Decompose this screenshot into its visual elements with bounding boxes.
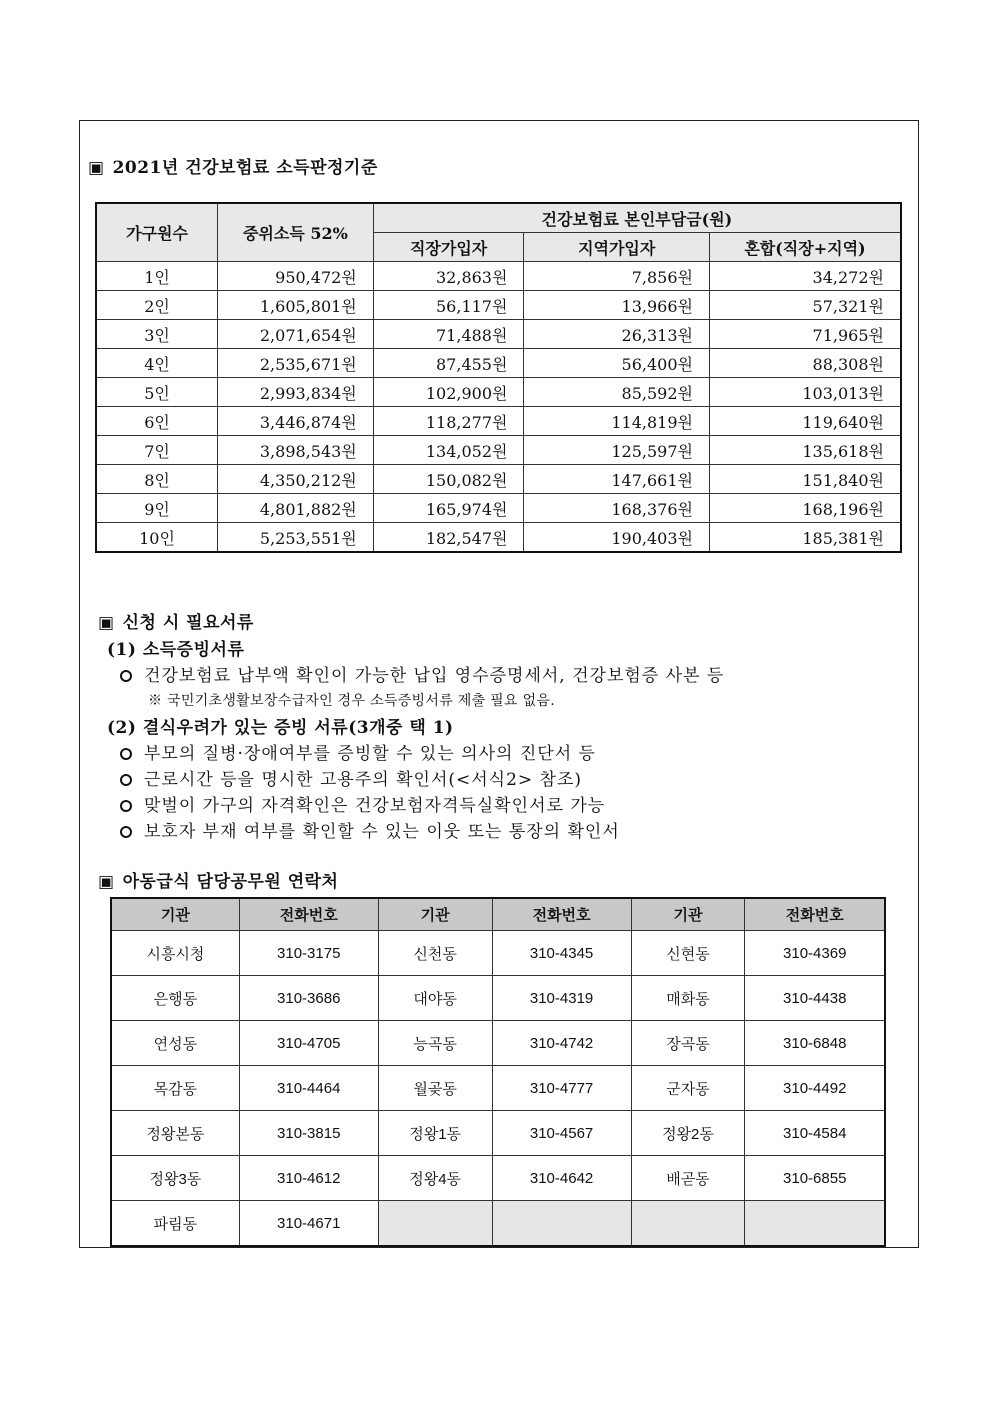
income-section-title bbox=[88, 153, 378, 178]
table-cell-mixed: 185,381원 bbox=[709, 523, 901, 553]
table-cell-phone: 310-4705 bbox=[239, 1021, 378, 1066]
table-cell-workplace: 134,052원 bbox=[373, 436, 524, 465]
income-criteria-table bbox=[95, 202, 902, 553]
table-cell-regional: 190,403원 bbox=[524, 523, 710, 553]
table-cell-regional: 114,819원 bbox=[524, 407, 710, 436]
table-cell-mixed: 88,308원 bbox=[709, 349, 901, 378]
table-row bbox=[96, 494, 901, 523]
contact-table-body bbox=[111, 931, 885, 1247]
table-cell-mixed: 57,321원 bbox=[709, 291, 901, 320]
table-cell-income: 3,898,543원 bbox=[218, 436, 374, 465]
table-cell-office: 목감동 bbox=[111, 1066, 239, 1111]
table-row bbox=[111, 1021, 885, 1066]
table-cell-office: 매화동 bbox=[631, 976, 745, 1021]
table-cell-income: 4,801,882원 bbox=[218, 494, 374, 523]
table-cell-mixed: 151,840원 bbox=[709, 465, 901, 494]
table-cell-mixed: 168,196원 bbox=[709, 494, 901, 523]
header-phone: 전화번호 bbox=[745, 898, 885, 931]
table-cell-phone: 310-6848 bbox=[745, 1021, 885, 1066]
table-row bbox=[96, 291, 901, 320]
table-cell-phone: 310-4584 bbox=[745, 1111, 885, 1156]
circle-bullet-icon bbox=[120, 748, 132, 760]
table-row bbox=[96, 436, 901, 465]
section-mark-icon: ▣ bbox=[98, 613, 115, 633]
table-cell-office: 배곧동 bbox=[631, 1156, 745, 1201]
table-cell-phone: 310-4612 bbox=[239, 1156, 378, 1201]
documents-title-text: 신청 시 필요서류 bbox=[122, 613, 254, 633]
table-row bbox=[111, 1201, 885, 1247]
table-cell-household: 3인 bbox=[96, 320, 218, 349]
section-mark-icon: ▣ bbox=[88, 158, 105, 178]
table-cell-phone: 310-3686 bbox=[239, 976, 378, 1021]
table-cell-office: 신천동 bbox=[378, 931, 492, 976]
table-cell-phone: 310-4464 bbox=[239, 1066, 378, 1111]
table-cell-workplace: 118,277원 bbox=[373, 407, 524, 436]
table-row bbox=[111, 931, 885, 976]
header-mixed: 혼합(직장+지역) bbox=[709, 233, 901, 262]
note-text: ※ 국민기초생활보장수급자인 경우 소득증빙서류 제출 필요 없음. bbox=[148, 693, 555, 709]
table-cell-workplace: 71,488원 bbox=[373, 320, 524, 349]
table-cell-phone: 310-4492 bbox=[745, 1066, 885, 1111]
table-cell-income: 5,253,551원 bbox=[218, 523, 374, 553]
contact-section-title bbox=[98, 867, 338, 892]
table-cell-office: 정왕3동 bbox=[111, 1156, 239, 1201]
table-cell-household: 2인 bbox=[96, 291, 218, 320]
table-cell-phone: 310-4777 bbox=[492, 1066, 631, 1111]
table-cell-office bbox=[631, 1201, 745, 1247]
table-cell-office: 능곡동 bbox=[378, 1021, 492, 1066]
table-row bbox=[111, 1111, 885, 1156]
header-premium-group: 건강보험료 본인부담금(원) bbox=[373, 203, 901, 233]
table-cell-office bbox=[378, 1201, 492, 1247]
table-row bbox=[96, 378, 901, 407]
list-item: 부모의 질병·장애여부를 증빙할 수 있는 의사의 진단서 등 bbox=[120, 739, 596, 764]
table-cell-phone: 310-4345 bbox=[492, 931, 631, 976]
table-cell-office: 대야동 bbox=[378, 976, 492, 1021]
table-cell-phone: 310-3175 bbox=[239, 931, 378, 976]
list-item: 근로시간 등을 명시한 고용주의 확인서(<서식2> 참조) bbox=[120, 765, 582, 790]
table-cell-household: 6인 bbox=[96, 407, 218, 436]
table-cell-workplace: 32,863원 bbox=[373, 262, 524, 291]
table-cell-workplace: 102,900원 bbox=[373, 378, 524, 407]
table-cell-office: 정왕4동 bbox=[378, 1156, 492, 1201]
table-cell-income: 2,071,654원 bbox=[218, 320, 374, 349]
table-row bbox=[96, 465, 901, 494]
list-item: 건강보험료 납부액 확인이 가능한 납입 영수증명세서, 건강보험증 사본 등 bbox=[120, 661, 724, 686]
table-cell-household: 8인 bbox=[96, 465, 218, 494]
section-mark-icon: ▣ bbox=[98, 872, 115, 892]
table-cell-income: 4,350,212원 bbox=[218, 465, 374, 494]
table-row bbox=[111, 1066, 885, 1111]
table-cell-regional: 147,661원 bbox=[524, 465, 710, 494]
table-cell-regional: 13,966원 bbox=[524, 291, 710, 320]
table-cell-income: 2,993,834원 bbox=[218, 378, 374, 407]
table-cell-workplace: 56,117원 bbox=[373, 291, 524, 320]
table-row bbox=[96, 320, 901, 349]
table-cell-regional: 26,313원 bbox=[524, 320, 710, 349]
table-cell-phone: 310-4742 bbox=[492, 1021, 631, 1066]
table-cell-phone: 310-6855 bbox=[745, 1156, 885, 1201]
circle-bullet-icon bbox=[120, 826, 132, 838]
table-cell-phone bbox=[745, 1201, 885, 1247]
table-cell-office: 장곡동 bbox=[631, 1021, 745, 1066]
table-cell-household: 5인 bbox=[96, 378, 218, 407]
table-cell-workplace: 150,082원 bbox=[373, 465, 524, 494]
list-item: 보호자 부재 여부를 확인할 수 있는 이웃 또는 통장의 확인서 bbox=[120, 817, 620, 842]
table-cell-phone: 310-4567 bbox=[492, 1111, 631, 1156]
table-cell-office: 정왕2동 bbox=[631, 1111, 745, 1156]
table-cell-phone: 310-4642 bbox=[492, 1156, 631, 1201]
table-cell-office: 정왕1동 bbox=[378, 1111, 492, 1156]
contact-table bbox=[110, 897, 886, 1247]
table-cell-phone: 310-4319 bbox=[492, 976, 631, 1021]
table-cell-office: 월곶동 bbox=[378, 1066, 492, 1111]
table-cell-income: 950,472원 bbox=[218, 262, 374, 291]
table-cell-regional: 125,597원 bbox=[524, 436, 710, 465]
table-cell-office: 파림동 bbox=[111, 1201, 239, 1247]
table-cell-mixed: 135,618원 bbox=[709, 436, 901, 465]
table-cell-household: 7인 bbox=[96, 436, 218, 465]
table-cell-household: 4인 bbox=[96, 349, 218, 378]
income-title-text: 2021년 건강보험료 소득판정기준 bbox=[112, 158, 378, 178]
table-cell-mixed: 103,013원 bbox=[709, 378, 901, 407]
table-cell-mixed: 71,965원 bbox=[709, 320, 901, 349]
table-cell-office: 시흥시청 bbox=[111, 931, 239, 976]
table-cell-household: 1인 bbox=[96, 262, 218, 291]
header-household: 가구원수 bbox=[96, 203, 218, 262]
list-item: 맞벌이 가구의 자격확인은 건강보험자격득실확인서로 가능 bbox=[120, 791, 605, 816]
subheading-income-proof: (1) 소득증빙서류 bbox=[107, 640, 245, 660]
table-cell-phone: 310-4438 bbox=[745, 976, 885, 1021]
table-cell-phone: 310-4369 bbox=[745, 931, 885, 976]
documents-section-title bbox=[98, 608, 254, 633]
table-cell-household: 9인 bbox=[96, 494, 218, 523]
table-cell-phone: 310-4671 bbox=[239, 1201, 378, 1247]
table-cell-regional: 56,400원 bbox=[524, 349, 710, 378]
table-cell-workplace: 87,455원 bbox=[373, 349, 524, 378]
table-cell-office: 군자동 bbox=[631, 1066, 745, 1111]
table-cell-office: 신현동 bbox=[631, 931, 745, 976]
header-median-income: 중위소득 52% bbox=[218, 203, 374, 262]
table-cell-office: 연성동 bbox=[111, 1021, 239, 1066]
circle-bullet-icon bbox=[120, 774, 132, 786]
table-row bbox=[96, 523, 901, 553]
circle-bullet-icon bbox=[120, 800, 132, 812]
table-row bbox=[96, 262, 901, 291]
circle-bullet-icon bbox=[120, 670, 132, 682]
table-cell-income: 2,535,671원 bbox=[218, 349, 374, 378]
table-cell-income: 3,446,874원 bbox=[218, 407, 374, 436]
table-row bbox=[111, 976, 885, 1021]
header-phone: 전화번호 bbox=[492, 898, 631, 931]
table-cell-office: 은행동 bbox=[111, 976, 239, 1021]
table-cell-regional: 168,376원 bbox=[524, 494, 710, 523]
table-cell-income: 1,605,801원 bbox=[218, 291, 374, 320]
table-row bbox=[96, 349, 901, 378]
header-office: 기관 bbox=[631, 898, 745, 931]
income-table-body bbox=[96, 262, 901, 553]
table-cell-regional: 85,592원 bbox=[524, 378, 710, 407]
header-phone: 전화번호 bbox=[239, 898, 378, 931]
contact-title-text: 아동급식 담당공무원 연락처 bbox=[122, 872, 339, 892]
table-cell-phone: 310-3815 bbox=[239, 1111, 378, 1156]
table-cell-workplace: 182,547원 bbox=[373, 523, 524, 553]
table-row bbox=[96, 407, 901, 436]
table-cell-mixed: 34,272원 bbox=[709, 262, 901, 291]
table-row bbox=[111, 1156, 885, 1201]
header-office: 기관 bbox=[111, 898, 239, 931]
table-cell-mixed: 119,640원 bbox=[709, 407, 901, 436]
header-regional: 지역가입자 bbox=[524, 233, 710, 262]
table-cell-phone bbox=[492, 1201, 631, 1247]
subheading-hunger-proof: (2) 결식우려가 있는 증빙 서류(3개중 택 1) bbox=[107, 718, 454, 738]
table-cell-office: 정왕본동 bbox=[111, 1111, 239, 1156]
header-workplace: 직장가입자 bbox=[373, 233, 524, 262]
table-cell-regional: 7,856원 bbox=[524, 262, 710, 291]
header-office: 기관 bbox=[378, 898, 492, 931]
table-cell-household: 10인 bbox=[96, 523, 218, 553]
table-cell-workplace: 165,974원 bbox=[373, 494, 524, 523]
